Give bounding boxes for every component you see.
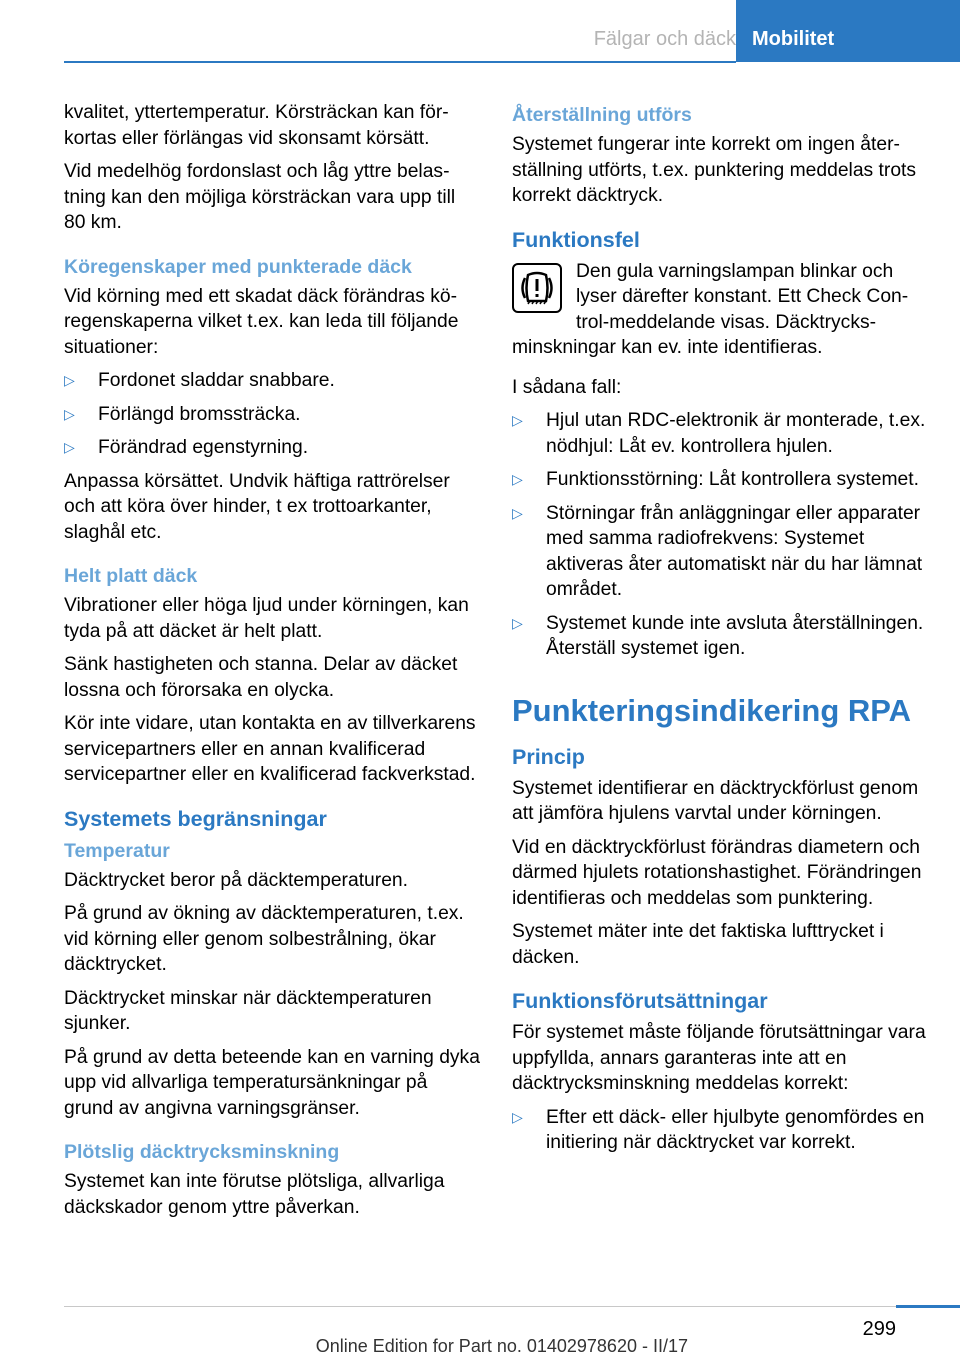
- chapter-tab: Mobilitet: [736, 0, 960, 62]
- list-item: ▷ Fordonet sladdar snabbare.: [64, 368, 480, 394]
- paragraph: Systemet fungerar inte korrekt om ingen återställning utförts, t.ex. punktering meddelas trots korrekt däcktryck.: [512, 134, 917, 206]
- paragraph: Sänk hastigheten och stanna. Delar av däcket lossna och förorsaka en olycka.: [64, 654, 458, 701]
- paragraph: kvalitet, yttertemperatur. Körsträckan kan förkortas eller förlängas vid skonsamt körsätt.: [64, 102, 449, 149]
- paragraph: Vibrationer eller höga ljud under körningen, kan tyda på att däcket är helt platt.: [64, 595, 469, 642]
- list-item: ▷ Hjul utan RDC-elektronik är monterade, t.ex. nödhjul: Låt ev. kontrollera hjulen.: [512, 408, 928, 459]
- warning-block: [512, 259, 928, 361]
- left-column: [64, 100, 480, 1228]
- paragraph: Anpassa körsättet. Undvik häftiga rattrörelser och att köra över hinder, t ex trottoarkanter, slaghål etc.: [64, 470, 450, 543]
- paragraph: För systemet måste följande förutsättningar vara uppfyllda, annars garanteras inte att en däcktrycksminskning meddelas korrekt:: [512, 1022, 926, 1094]
- list-item: ▷ Störningar från anläggningar eller apparater med samma radiofrekvens: Systemet aktiveras åter automatiskt när du har lämnat området.: [512, 501, 928, 603]
- paragraph: Systemet mäter inte det faktiska lufttrycket i däcken.: [512, 921, 884, 968]
- list-item: ▷ Systemet kunde inte avsluta återställningen. Återställ systemet igen.: [512, 611, 928, 662]
- footer-rule: [64, 1306, 896, 1307]
- subheading-reset: Återställning utförs: [512, 104, 692, 126]
- list-item: ▷ Förändrad egenstyrning.: [64, 435, 480, 461]
- subheading-driving-properties: Köregenskaper med punkterade däck: [64, 255, 412, 278]
- edition-note: Online Edition for Part no. 01402978620 - II/17: [315, 1336, 688, 1356]
- page-header: [0, 0, 960, 62]
- paragraph: Kör inte vidare, utan kontakta en av tillverkarens servicepartners eller en annan kvalificerad servicepartner eller en kvalificerad fackverkstad.: [64, 713, 476, 785]
- list-item: ▷ Efter ett däck- eller hjulbyte genomfördes en initiering när däcktrycket var korrekt.: [512, 1105, 928, 1156]
- paragraph: Vid en däcktryckförlust förändras diametern och därmed hjulets rotationshastighet. Förändringen identifieras och meddelas som punktering.: [512, 836, 922, 909]
- list-item: ▷ Förlängd bromssträcka.: [64, 402, 480, 428]
- bullet-list: [512, 1105, 928, 1156]
- heading-rpa: Punkteringsindikering RPA: [512, 692, 912, 728]
- heading-system-limits: Systemets begränsningar: [64, 806, 327, 831]
- bullet-list: [64, 368, 480, 461]
- paragraph: I sådana fall:: [512, 376, 622, 398]
- paragraph: På grund av detta beteende kan en varning dyka upp vid allvarliga temperatursänkningar på grund av angivna varningsgränser.: [64, 1046, 480, 1119]
- subheading-temperature: Temperatur: [64, 839, 170, 862]
- page-number: 299: [862, 1318, 896, 1340]
- paragraph: Däcktrycket beror på däcktemperaturen.: [64, 869, 409, 891]
- bullet-list: [512, 408, 928, 662]
- paragraph: Systemet identifierar en däcktryckförlust genom att jämföra hjulens varvtal under körningen.: [512, 777, 919, 824]
- header-rule: [64, 61, 736, 63]
- heading-principle: Princip: [512, 744, 585, 769]
- paragraph: Vid medelhög fordonslast och låg yttre belastning kan den möjliga körsträckan vara upp till 80 km.: [64, 161, 456, 233]
- heading-prerequisites: Funktionsförutsättningar: [512, 989, 768, 1013]
- paragraph: Den gula varningslampan blinkar och lyser därefter konstant. Ett Check Control-meddelande visas. Däcktrycksminskningar kan ev. inte identifieras.: [512, 260, 909, 358]
- paragraph: Systemet kan inte förutse plötsliga, allvarliga däckskador genom yttre påverkan.: [64, 1171, 445, 1218]
- tire-pressure-warning-icon: [512, 263, 562, 313]
- section-title: Fälgar och däck: [593, 28, 736, 50]
- subheading-sudden-loss: Plötslig däcktrycksminskning: [64, 1141, 340, 1163]
- footer-accent: [896, 1305, 960, 1308]
- heading-malfunction: Funktionsfel: [512, 227, 640, 252]
- paragraph: På grund av ökning av däcktemperaturen, t.ex. vid körning eller genom solbestrålning, ökar däcktrycket.: [64, 903, 464, 975]
- right-column: [512, 100, 928, 1164]
- paragraph: Vid körning med ett skadat däck förändras köregenskaperna vilket t.ex. kan leda till följande situationer:: [64, 285, 459, 358]
- subheading-flat-tire: Helt platt däck: [64, 565, 198, 587]
- paragraph: Däcktrycket minskar när däcktemperaturen sjunker.: [64, 987, 432, 1034]
- list-item: ▷ Funktionsstörning: Låt kontrollera systemet.: [512, 467, 928, 493]
